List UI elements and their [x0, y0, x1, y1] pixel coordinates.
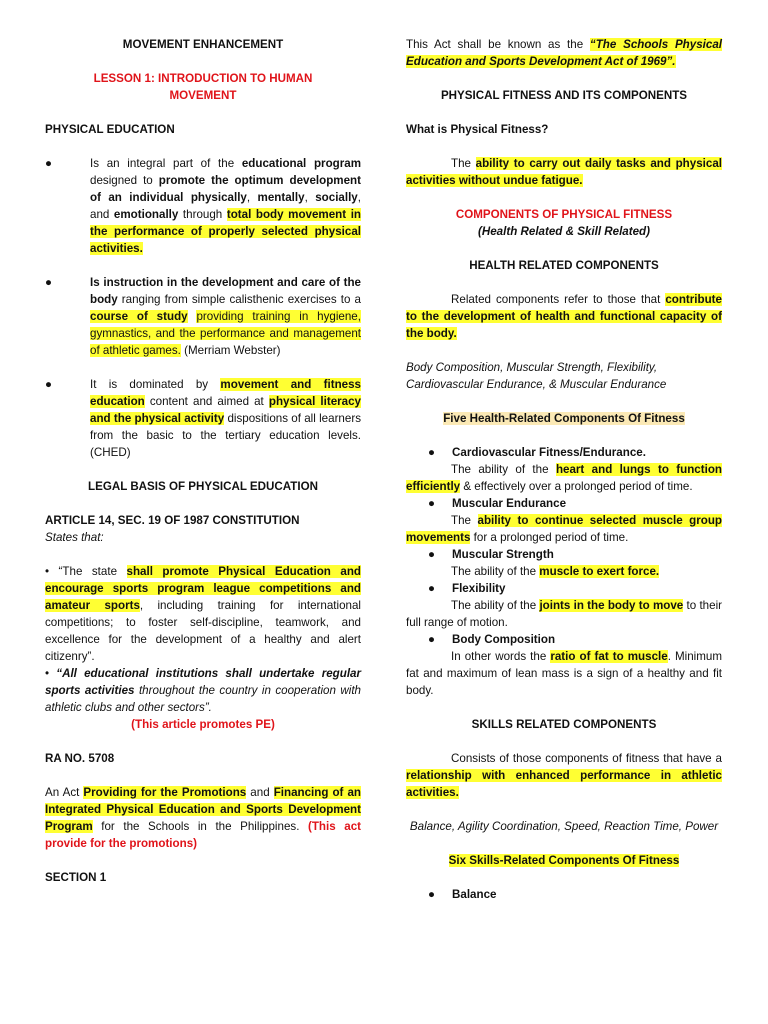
lesson-title-line2: MOVEMENT	[169, 89, 237, 102]
health-component-bullet	[428, 580, 722, 597]
health-component-description	[406, 597, 722, 631]
bullet-dot-icon: ●	[428, 548, 436, 561]
text-run: ability to continue selected muscle group movements	[406, 514, 722, 544]
text-run: The	[451, 157, 476, 170]
health-component-name: Muscular Endurance	[452, 497, 567, 510]
skills-components-list: Balance, Agility Coordination, Speed, Reaction Time, Power	[409, 820, 719, 833]
text-run: . Minimum fat and maximum of lean mass is a sign of a healthy and fit body.	[406, 650, 722, 697]
text-run: muscle to exert force.	[539, 565, 660, 578]
text-run: ,	[246, 191, 258, 204]
text-run: through	[178, 208, 227, 221]
health-component-bullet	[428, 495, 722, 512]
text-run: It is dominated by	[90, 378, 221, 391]
ra-description	[45, 784, 361, 852]
health-component-description	[406, 512, 722, 546]
text-run: The ability of the	[451, 599, 540, 612]
related-definition	[406, 291, 722, 342]
text-run: ranging from simple calisthenic exercises to a	[117, 293, 361, 306]
pe-bullet-1	[45, 155, 361, 257]
text-run: , including training for international competitions; to foster self-discipline, teamwork, and excellence for the development of a healthy and alert citizenry”.	[45, 599, 361, 663]
text-run: emotionally	[113, 208, 179, 221]
health-component-name: Flexibility	[452, 582, 506, 595]
health-component-item	[406, 580, 722, 631]
text-run: Consists of those components of fitness that have a	[451, 752, 722, 765]
text-run: designed to	[90, 174, 159, 187]
text-run: The ability of the	[451, 565, 540, 578]
text-run: This Act shall be known as the	[406, 38, 590, 51]
bullet-dot-icon: ●	[428, 446, 436, 459]
pe-bullet-3	[45, 376, 361, 461]
health-component-item	[406, 631, 722, 699]
bullet-dot-icon: ●	[428, 633, 436, 646]
text-run: Is an integral part of the	[90, 157, 242, 170]
text-run: In other words the	[451, 650, 551, 663]
text-run: course of study	[90, 310, 188, 323]
bullet-dot-icon: ●	[428, 888, 436, 901]
text-run: for a prolonged period of time.	[470, 531, 629, 544]
document-title: MOVEMENT ENHANCEMENT	[122, 38, 284, 51]
text-run: Financing of an Integrated Physical Education and Sports Development Program	[45, 786, 361, 833]
fitness-definition	[406, 155, 722, 189]
article-quote-1	[45, 563, 361, 665]
text-run: movement and fitness education	[90, 378, 361, 408]
text-run: socially	[315, 191, 358, 204]
health-component-bullet	[428, 444, 722, 461]
article-heading: ARTICLE 14, SEC. 19 OF 1987 CONSTITUTION	[45, 514, 300, 527]
pe-bullet-2-text	[90, 274, 361, 359]
text-run: The	[451, 514, 478, 527]
six-skills-heading	[406, 852, 722, 869]
health-component-item	[406, 444, 722, 495]
text-run: to their full range of motion.	[406, 599, 723, 629]
health-related-heading: HEALTH RELATED COMPONENTS	[469, 259, 659, 272]
health-components-list: Body Composition, Muscular Strength, Flexibility, Cardiovascular Endurance, & Muscular Endurance	[406, 361, 667, 391]
text-run: content and aimed at	[144, 395, 269, 408]
text-run: for the Schools in the Philippines.	[92, 820, 308, 833]
text-run: joints in the body to move	[539, 599, 684, 612]
balance-label: Balance	[452, 888, 497, 901]
text-run: mentally	[257, 191, 305, 204]
text-run: “All educational institutions shall undertake regular sports activities	[45, 667, 361, 697]
act-known-as	[406, 36, 722, 70]
pe-heading: PHYSICAL EDUCATION	[45, 123, 175, 136]
text-run: educational program	[241, 157, 361, 170]
section-1-heading: SECTION 1	[45, 871, 107, 884]
components-heading: COMPONENTS OF PHYSICAL FITNESS	[455, 208, 673, 221]
bullet-dot-icon: ●	[45, 378, 53, 391]
text-run: An Act	[45, 786, 84, 799]
fitness-heading: PHYSICAL FITNESS AND ITS COMPONENTS	[440, 89, 688, 102]
legal-basis-heading: LEGAL BASIS OF PHYSICAL EDUCATION	[88, 480, 318, 493]
bullet-dot-icon: ●	[45, 157, 53, 170]
promotes-pe-note: (This article promotes PE)	[131, 718, 275, 731]
text-run: , and	[90, 191, 361, 221]
health-component-description	[406, 563, 722, 580]
text-run: contribute to the development of health and functional capacity of the body.	[406, 293, 722, 340]
bullet-dot-icon: ●	[45, 276, 53, 289]
five-health-heading	[406, 410, 722, 427]
text-run: ability to carry out daily tasks and physical activities without undue fatigue.	[406, 157, 723, 187]
text-run: Is instruction in the development and care of the body	[90, 276, 361, 306]
pe-bullet-2	[45, 274, 361, 359]
ra-heading: RA NO. 5708	[45, 752, 115, 765]
pe-bullet-1-text	[90, 155, 361, 257]
left-column	[45, 28, 361, 886]
text-run: shall promote Physical Education and encourage sports program league competitions and amateur sports	[45, 565, 361, 612]
states-that: States that:	[45, 531, 104, 544]
balance-item	[428, 886, 722, 903]
text-run: and	[246, 786, 274, 799]
text-run: Related components refer to those that	[451, 293, 666, 306]
five-health-heading-text: Five Health-Related Components Of Fitness	[443, 412, 685, 425]
health-component-bullet	[428, 546, 722, 563]
text-run: ,	[304, 191, 316, 204]
health-component-item	[406, 546, 722, 580]
bullet-dot-icon: ●	[428, 497, 436, 510]
text-run: “The Schools Physical Education and Sports Development Act of 1969”.	[406, 38, 722, 68]
health-components-items	[406, 444, 722, 699]
health-component-name: Cardiovascular Fitness/Endurance.	[452, 446, 646, 459]
pe-bullet-3-text	[90, 376, 361, 461]
text-run: heart and lungs to function efficiently	[406, 463, 722, 493]
health-component-description	[406, 461, 722, 495]
text-run: • “The state	[45, 565, 127, 578]
text-run: Providing for the Promotions	[83, 786, 247, 799]
text-run: (Merriam Webster)	[180, 344, 281, 357]
article-quote-2	[45, 665, 361, 716]
text-run: physical literacy and the physical activity	[90, 395, 361, 425]
health-component-bullet	[428, 631, 722, 648]
text-run: •	[45, 667, 57, 680]
text-run: & effectively over a prolonged period of time.	[460, 480, 693, 493]
text-run: (This act provide for the promotions)	[45, 820, 362, 850]
health-component-name: Muscular Strength	[452, 548, 554, 561]
health-component-name: Body Composition	[452, 633, 556, 646]
bullet-dot-icon: ●	[428, 582, 436, 595]
components-subheading: (Health Related & Skill Related)	[477, 225, 650, 238]
lesson-title-line1: LESSON 1: INTRODUCTION TO HUMAN	[93, 72, 313, 85]
text-run: ratio of fat to muscle	[550, 650, 668, 663]
skills-related-heading: SKILLS RELATED COMPONENTS	[471, 718, 657, 731]
text-run: throughout the country in cooperation with athletic clubs and other sectors”.	[45, 684, 362, 714]
text-run: The ability of the	[451, 463, 556, 476]
skills-definition	[406, 750, 722, 801]
right-column	[406, 28, 722, 903]
text-run: relationship with enhanced performance in athletic activities.	[406, 769, 722, 799]
health-component-description	[406, 648, 722, 699]
text-run: providing training in hygiene, gymnastics, and the performance and management of athletic games.	[90, 310, 361, 357]
health-component-item	[406, 495, 722, 546]
text-run: dispositions of all learners from the basic to the tertiary education levels. (CHED)	[90, 412, 361, 459]
six-skills-heading-text: Six Skills-Related Components Of Fitness	[448, 854, 680, 867]
what-is-fitness: What is Physical Fitness?	[406, 123, 549, 136]
text-run: promote the optimum development of an individual physically	[90, 174, 361, 204]
text-run: total body movement in the performance of properly selected physical activities.	[90, 208, 361, 255]
